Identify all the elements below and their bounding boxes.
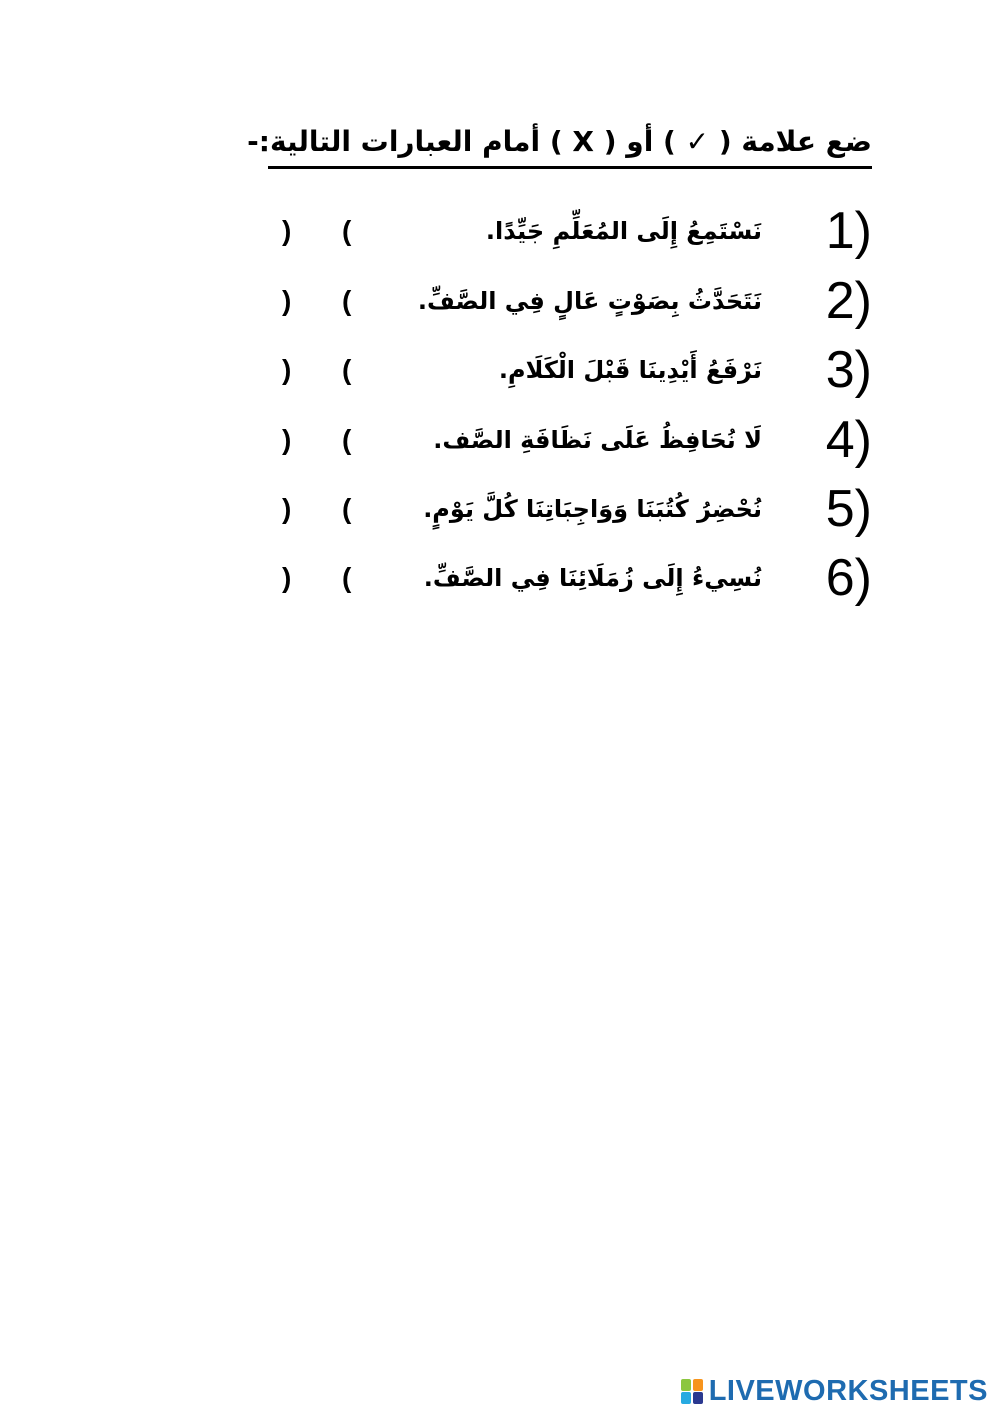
answer-open-paren: ( <box>342 424 352 455</box>
footer-brand <box>681 1374 988 1408</box>
answer-close-paren: ) <box>282 562 292 593</box>
item-number: 1) <box>825 202 872 260</box>
answer-close-paren: ) <box>282 285 292 316</box>
statement-text: نَسْتَمِعُ إِلَى المُعَلِّمِ جَيِّدًا. <box>485 217 762 245</box>
liveworksheets-logo-icon <box>681 1377 705 1405</box>
item-number: 5) <box>825 480 872 538</box>
statement-text: نُسِيءُ إِلَى زُمَلَائِنَا فِي الصَّفِّ. <box>423 564 762 592</box>
answer-open-paren: ( <box>342 285 352 316</box>
answer-open-paren: ( <box>342 354 352 385</box>
list-item <box>0 476 1000 542</box>
statement-text: لَا نُحَافِظُ عَلَى نَظَافَةِ الصَّف. <box>433 426 762 454</box>
answer-box[interactable] <box>272 553 368 603</box>
answer-box[interactable] <box>272 484 368 534</box>
answer-close-paren: ) <box>282 215 292 246</box>
answer-box[interactable] <box>272 206 368 256</box>
answer-open-paren: ( <box>342 493 352 524</box>
answer-box[interactable] <box>272 276 368 326</box>
answer-close-paren: ) <box>282 424 292 455</box>
answer-box[interactable] <box>272 415 368 465</box>
answer-close-paren: ) <box>282 354 292 385</box>
list-item <box>0 407 1000 473</box>
item-number: 6) <box>825 549 872 607</box>
list-item <box>0 545 1000 611</box>
item-number: 4) <box>825 411 872 469</box>
item-number: 3) <box>825 341 872 399</box>
list-item <box>0 198 1000 264</box>
statement-text: نَرْفَعُ أَيْدِينَا قَبْلَ الْكَلَامِ. <box>498 356 762 384</box>
item-number: 2) <box>825 272 872 330</box>
list-item <box>0 337 1000 403</box>
statement-text: نُحْضِرُ كُتُبَنَا وَوَاجِبَاتِنَا كُلَّ يَوْمٍ. <box>423 495 762 523</box>
brand-name: LIVEWORKSHEETS <box>708 1375 988 1407</box>
answer-open-paren: ( <box>342 215 352 246</box>
answer-close-paren: ) <box>282 493 292 524</box>
answer-box[interactable] <box>272 345 368 395</box>
list-item <box>0 268 1000 334</box>
answer-open-paren: ( <box>342 562 352 593</box>
instruction-title: ضع علامة ( ✓ ) أو ( X ) أمام العبارات التالية:- <box>268 118 872 169</box>
statement-text: نَتَحَدَّثُ بِصَوْتٍ عَالٍ فِي الصَّفِّ. <box>417 287 762 315</box>
